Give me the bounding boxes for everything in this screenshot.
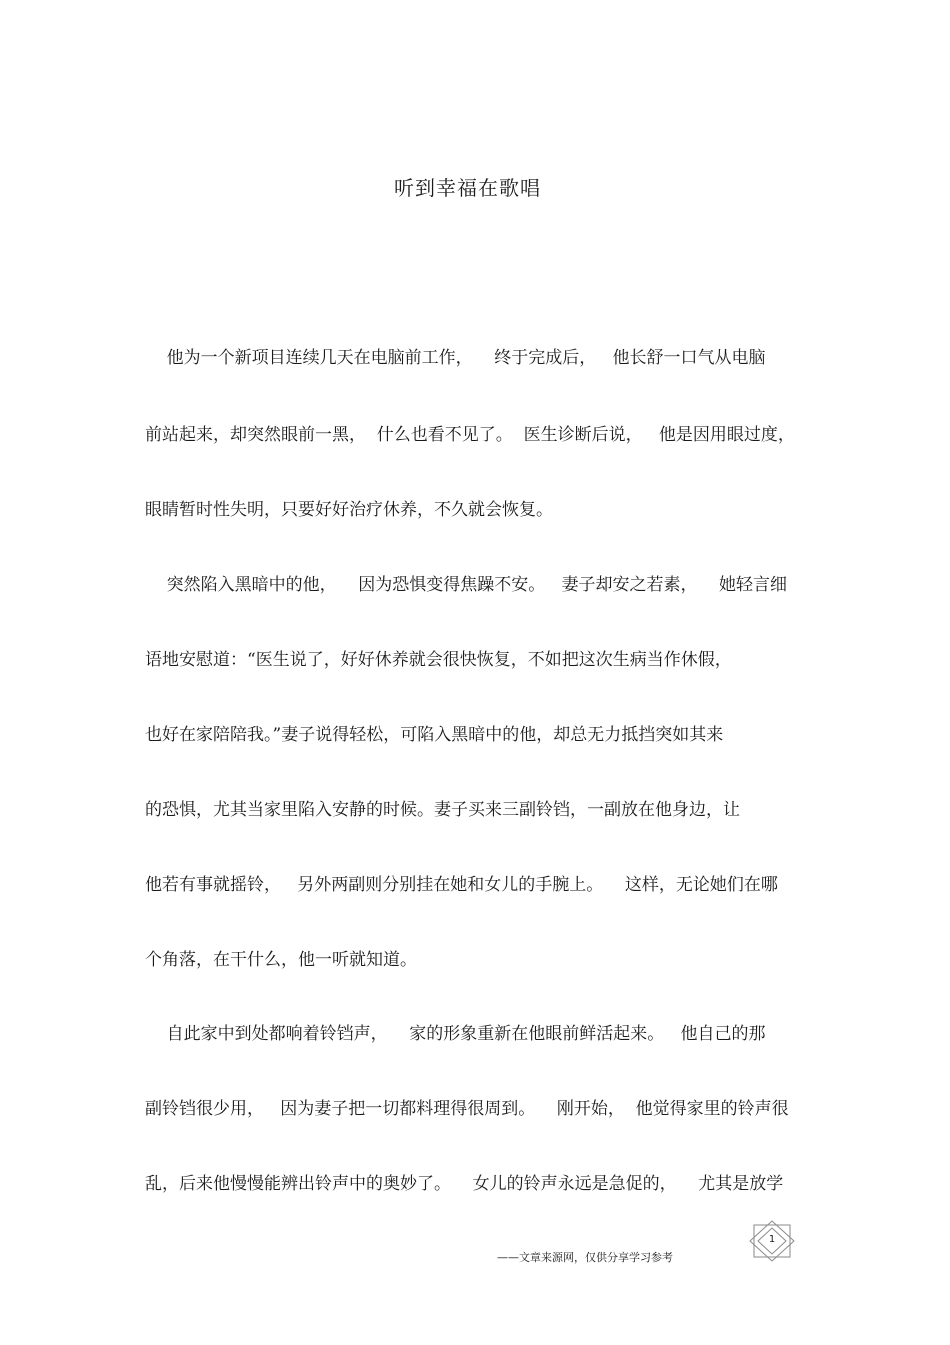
paragraph-line: 他若有事就摇铃， 另外两副则分别挂在她和女儿的手腕上。 这样，无论她们在哪 [145, 875, 778, 895]
paragraph-line: 也好在家陪陪我。”妻子说得轻松，可陷入黑暗中的他，却总无力抵挡突如其来 [145, 725, 724, 745]
paragraph-line: 语地安慰道：“医生说了，好好休养就会很快恢复，不如把这次生病当作休假， [145, 650, 732, 670]
document-title: 听到幸福在歌唱 [394, 176, 541, 200]
paragraph-line: 前站起来，却突然眼前一黑， 什么也看不见了。 医生诊断后说， 他是因用眼过度， [145, 425, 795, 445]
paragraph-line: 他为一个新项目连续几天在电脑前工作， 终于完成后， 他长舒一口气从电脑 [145, 348, 766, 368]
page-number: 1 [768, 1234, 776, 1245]
paragraph-line: 个角落，在干什么，他一听就知道。 [145, 950, 417, 970]
paragraph-line: 副铃铛很少用， 因为妻子把一切都料理得很周到。 刚开始， 他觉得家里的铃声很 [145, 1099, 789, 1119]
page-number-badge [748, 1220, 796, 1262]
paragraph-line: 突然陷入黑暗中的他， 因为恐惧变得焦躁不安。 妻子却安之若素， 她轻言细 [145, 575, 788, 595]
paragraph-line: 自此家中到处都响着铃铛声， 家的形象重新在他眼前鲜活起来。 他自己的那 [145, 1024, 766, 1044]
paragraph-line: 乱，后来他慢慢能辨出铃声中的奥妙了。 女儿的铃声永远是急促的， 尤其是放学 [145, 1174, 784, 1194]
footer-note: ——文章来源网，仅供分享学习参考 [497, 1251, 673, 1264]
paragraph-line: 眼睛暂时性失明，只要好好治疗休养，不久就会恢复。 [145, 500, 553, 520]
paragraph-line: 的恐惧，尤其当家里陷入安静的时候。妻子买来三副铃铛，一副放在他身边，让 [145, 800, 740, 820]
